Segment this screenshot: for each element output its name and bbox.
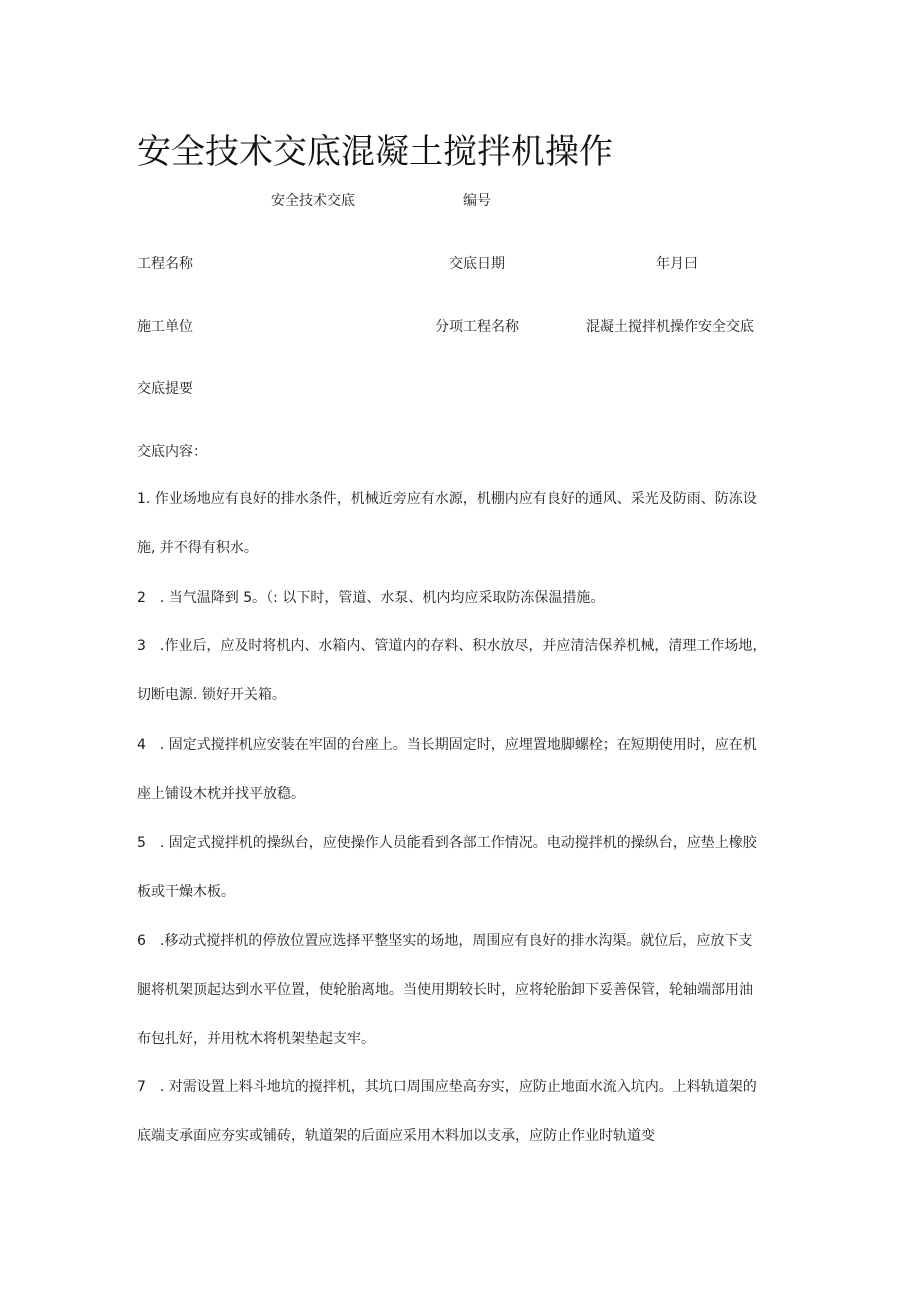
number-label: 编号 bbox=[463, 193, 491, 209]
form-name: 安全技术交底 bbox=[271, 193, 355, 209]
item-line: 施, 并不得有积水。 bbox=[137, 540, 258, 556]
list-item bbox=[137, 932, 797, 1048]
item-line: 腿将机架顶起达到水平位置，使轮胎离地。当使用期较长时，应将轮胎卸下妥善保管，轮轴端部用油 bbox=[137, 982, 753, 998]
list-item bbox=[137, 589, 797, 607]
subproject-label: 分项工程名称 bbox=[435, 319, 519, 335]
item-line: 底端支承面应夯实或铺砖，轨道架的后面应采用木料加以支承，应防止作业时轨道变 bbox=[137, 1128, 655, 1144]
item-line: 布包扎好，并用枕木将机架垫起支牢。 bbox=[137, 1031, 375, 1047]
list-item bbox=[137, 736, 797, 803]
list-item bbox=[137, 637, 797, 704]
list-item bbox=[137, 834, 797, 901]
item-line: 6 .移动式搅拌机的停放位置应选择平整坚实的场地，周围应有良好的排水沟渠。就位后，应放下支 bbox=[137, 933, 753, 949]
list-item bbox=[137, 1078, 797, 1145]
item-line: 5 . 固定式搅拌机的操纵台，应使操作人员能看到各部工作情况。电动搅拌机的操纵台，应垫上橡胶 bbox=[137, 835, 757, 851]
list-item bbox=[137, 490, 797, 557]
content-label: 交底内容： bbox=[137, 444, 207, 460]
unit-label: 施工单位 bbox=[137, 319, 193, 335]
project-name-label: 工程名称 bbox=[137, 256, 193, 272]
item-line: 4 . 固定式搅拌机应安装在牢固的台座上。当长期固定时，应埋置地脚螺栓；在短期使用时，应在机 bbox=[137, 737, 757, 753]
subproject-value: 混凝土搅拌机操作安全交底 bbox=[586, 319, 754, 335]
item-line: 2 . 当气温降到 5。（: 以下时，管道、水泵、机内均应采取防冻保温措施。 bbox=[137, 590, 605, 606]
item-line: 板或干燥木板。 bbox=[137, 884, 235, 900]
summary-label: 交底提要 bbox=[137, 381, 193, 397]
item-line: 座上铺设木枕并找平放稳。 bbox=[137, 786, 305, 802]
document-title: 安全技术交底混凝土搅拌机操作 bbox=[137, 132, 613, 172]
date-label: 交底日期 bbox=[449, 256, 505, 272]
item-line: 切断电源. 锁好开关箱。 bbox=[137, 687, 286, 703]
date-value: 年月曰 bbox=[656, 256, 698, 272]
item-line: 1. 作业场地应有良好的排水条件，机械近旁应有水源，机棚内应有良好的通风、采光及防雨、防冻设 bbox=[137, 491, 757, 507]
item-line: 3 .作业后，应及时将机内、水箱内、管道内的存料、积水放尽，并应清洁保养机械，清理工作场地， bbox=[137, 638, 767, 654]
item-line: 7 . 对需设置上料斗地坑的搅拌机，其坑口周围应垫高夯实，应防止地面水流入坑内。上料轨道架的 bbox=[137, 1079, 757, 1095]
